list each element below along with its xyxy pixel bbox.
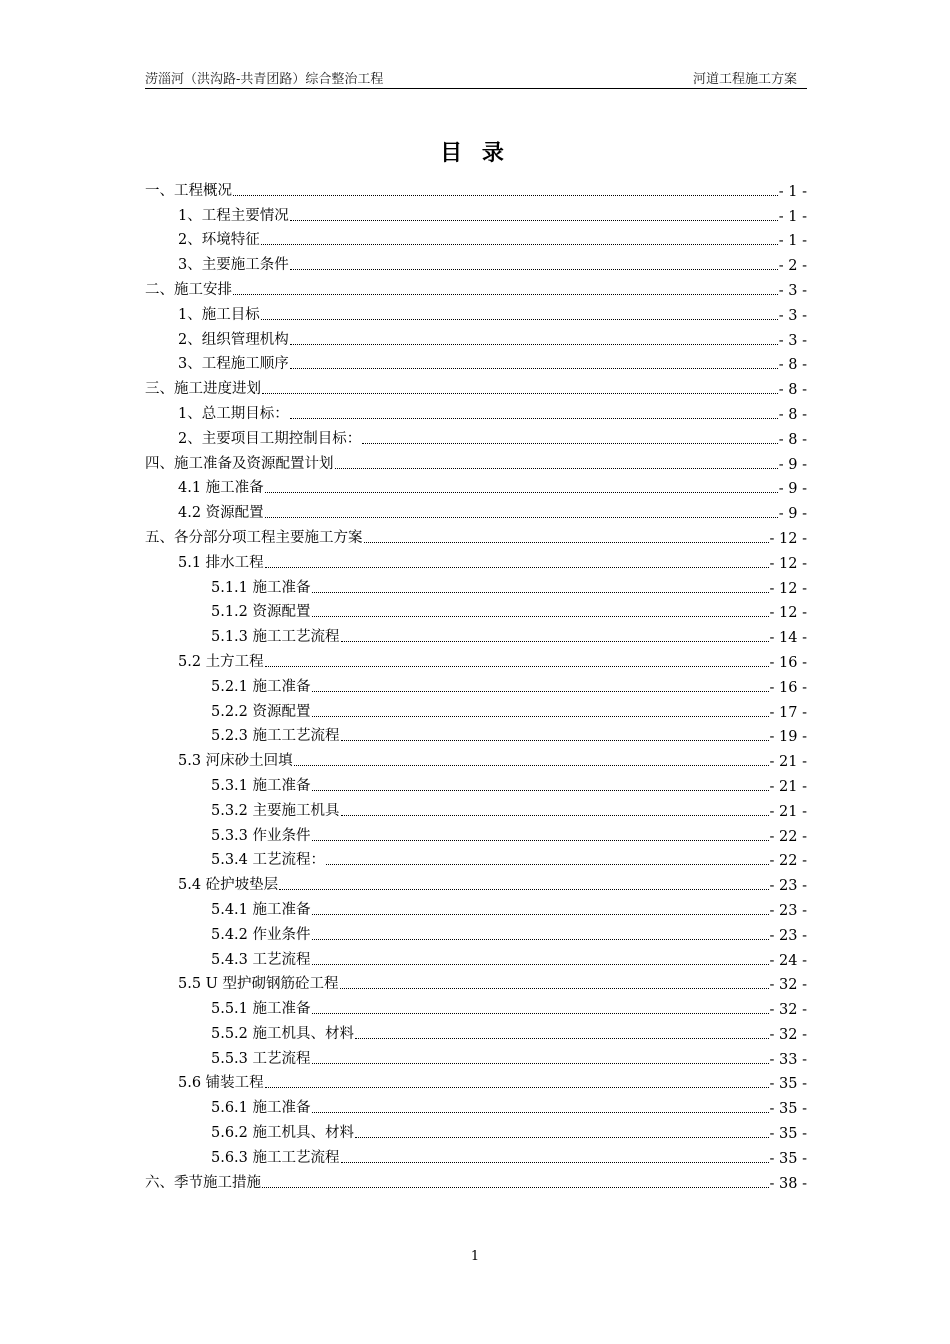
toc-entry-page: - 12 - — [769, 580, 807, 597]
toc-dot-leader — [326, 862, 769, 865]
toc-entry-page: - 32 - — [769, 1002, 807, 1019]
toc-dot-leader — [279, 887, 768, 890]
toc-entry-label: 5.3 河床砂土回填 — [178, 753, 293, 770]
toc-entry-label: 5.6.3 施工工艺流程 — [211, 1149, 340, 1166]
toc-entry-label: 5.3.4 工艺流程： — [211, 852, 326, 869]
toc-entry[interactable] — [145, 845, 807, 870]
toc-dot-leader — [265, 1085, 769, 1088]
toc-entry-label: 5.1 排水工程 — [178, 554, 264, 571]
toc-dot-leader — [290, 267, 778, 270]
toc-entry[interactable] — [145, 969, 807, 994]
toc-entry-label: 3、主要施工条件 — [178, 257, 289, 274]
toc-dot-leader — [341, 639, 769, 642]
toc-dot-leader — [312, 614, 769, 617]
toc-entry[interactable] — [145, 473, 807, 498]
toc-entry[interactable] — [145, 820, 807, 845]
toc-entry-page: - 35 - — [769, 1150, 807, 1167]
toc-entry[interactable] — [145, 745, 807, 770]
toc-entry-page: - 22 - — [769, 828, 807, 845]
toc-entry[interactable] — [145, 1068, 807, 1093]
toc-entry-label: 1、施工目标 — [178, 306, 260, 323]
toc-entry-label: 5.6.1 施工准备 — [211, 1100, 311, 1117]
toc-entry-page: - 8 - — [778, 382, 807, 399]
header-project-title: 涝淄河（洪沟路-共青团路）综合整治工程 — [145, 72, 384, 87]
page-header — [145, 66, 807, 89]
toc-entry-page: - 23 - — [769, 902, 807, 919]
toc-entry-label: 5.5.3 工艺流程 — [211, 1050, 311, 1067]
toc-entry-label: 5.1.2 资源配置 — [211, 604, 311, 621]
toc-dot-leader — [312, 838, 769, 841]
toc-entry[interactable] — [145, 423, 807, 448]
toc-dot-leader — [312, 1011, 769, 1014]
table-of-contents — [145, 175, 807, 1192]
toc-entry-label: 5.3.3 作业条件 — [211, 827, 311, 844]
toc-entry-label: 六、季节施工措施 — [145, 1174, 261, 1191]
toc-entry-label: 5.5 U 型护砌钢筋砼工程 — [178, 976, 339, 993]
toc-dot-leader — [312, 590, 769, 593]
toc-dot-leader — [290, 218, 778, 221]
toc-dot-leader — [364, 540, 769, 543]
toc-entry-label: 2、环境特征 — [178, 232, 260, 249]
toc-entry-page: - 21 - — [769, 754, 807, 771]
toc-entry-page: - 35 - — [769, 1076, 807, 1093]
toc-entry-page: - 1 - — [778, 208, 807, 225]
toc-dot-leader — [261, 317, 778, 320]
toc-entry-label: 五、各分部分项工程主要施工方案 — [145, 529, 363, 546]
toc-dot-leader — [290, 366, 778, 369]
toc-dot-leader — [312, 689, 769, 692]
toc-entry-label: 5.3.2 主要施工机具 — [211, 802, 340, 819]
toc-dot-leader — [233, 292, 778, 295]
toc-entry[interactable] — [145, 919, 807, 944]
toc-entry-label: 5.6 铺装工程 — [178, 1075, 264, 1092]
toc-dot-leader — [312, 912, 769, 915]
toc-entry-label: 2、组织管理机构 — [178, 331, 289, 348]
toc-entry[interactable] — [145, 1142, 807, 1167]
toc-entry-page: - 12 - — [769, 530, 807, 547]
toc-entry-page: - 1 - — [778, 183, 807, 200]
toc-entry-label: 三、施工进度进划 — [145, 381, 261, 398]
toc-entry-label: 5.4.1 施工准备 — [211, 901, 311, 918]
toc-entry-page: - 23 - — [769, 927, 807, 944]
toc-dot-leader — [265, 664, 769, 667]
toc-entry-page: - 21 - — [769, 778, 807, 795]
toc-entry-page: - 1 - — [778, 233, 807, 250]
toc-entry-page: - 8 - — [778, 406, 807, 423]
toc-entry[interactable] — [145, 497, 807, 522]
toc-entry[interactable] — [145, 597, 807, 622]
toc-entry-page: - 35 - — [769, 1126, 807, 1143]
toc-dot-leader — [265, 565, 769, 568]
toc-entry-page: - 3 - — [778, 307, 807, 324]
toc-entry[interactable] — [145, 1043, 807, 1068]
toc-entry-label: 一、工程概况 — [145, 182, 232, 199]
toc-entry-page: - 22 - — [769, 853, 807, 870]
toc-entry-page: - 14 - — [769, 630, 807, 647]
toc-entry-label: 5.5.2 施工机具、材料 — [211, 1025, 355, 1042]
toc-dot-leader — [312, 962, 769, 965]
toc-entry[interactable] — [145, 1167, 807, 1192]
toc-entry-label: 5.2.2 资源配置 — [211, 703, 311, 720]
toc-entry-label: 5.6.2 施工机具、材料 — [211, 1125, 355, 1142]
toc-entry[interactable] — [145, 522, 807, 547]
toc-entry[interactable] — [145, 894, 807, 919]
toc-entry[interactable] — [145, 299, 807, 324]
toc-entry-page: - 19 - — [769, 729, 807, 746]
header-document-title: 河道工程施工方案 — [692, 72, 797, 87]
toc-entry-label: 5.5.1 施工准备 — [211, 1001, 311, 1018]
toc-entry[interactable] — [145, 274, 807, 299]
toc-dot-leader — [355, 1036, 769, 1039]
toc-entry-page: - 12 - — [769, 555, 807, 572]
footer-page-number: 1 — [470, 1249, 480, 1264]
toc-entry[interactable] — [145, 373, 807, 398]
toc-entry-page: - 8 - — [778, 357, 807, 374]
toc-entry-label: 4.2 资源配置 — [178, 505, 264, 522]
toc-entry-label: 二、施工安排 — [145, 281, 232, 298]
toc-dot-leader — [312, 714, 769, 717]
toc-entry-label: 4.1 施工准备 — [178, 480, 264, 497]
toc-entry[interactable] — [145, 944, 807, 969]
toc-entry[interactable] — [145, 175, 807, 200]
toc-dot-leader — [341, 813, 769, 816]
toc-entry[interactable] — [145, 200, 807, 225]
toc-dot-leader — [262, 391, 778, 394]
toc-entry-label: 5.2.3 施工工艺流程 — [211, 728, 340, 745]
toc-dot-leader — [262, 1185, 769, 1188]
toc-entry[interactable] — [145, 621, 807, 646]
toc-entry-label: 1、总工期目标： — [178, 405, 289, 422]
toc-entry[interactable] — [145, 547, 807, 572]
toc-dot-leader — [265, 490, 778, 493]
toc-entry[interactable] — [145, 249, 807, 274]
toc-entry-label: 2、主要项目工期控制目标： — [178, 430, 362, 447]
toc-entry-page: - 38 - — [769, 1175, 807, 1192]
toc-entry-label: 5.4.3 工艺流程 — [211, 951, 311, 968]
toc-entry-page: - 32 - — [769, 977, 807, 994]
toc-entry-page: - 3 - — [778, 282, 807, 299]
toc-dot-leader — [312, 788, 769, 791]
toc-title: 目 录 — [440, 140, 510, 166]
toc-entry-label: 5.4 砼护坡垫层 — [178, 877, 279, 894]
toc-dot-leader — [312, 1061, 769, 1064]
toc-dot-leader — [294, 763, 769, 766]
toc-entry[interactable] — [145, 1092, 807, 1117]
toc-entry[interactable] — [145, 572, 807, 597]
toc-entry[interactable] — [145, 671, 807, 696]
toc-dot-leader — [290, 416, 778, 419]
toc-entry[interactable] — [145, 721, 807, 746]
toc-entry-page: - 3 - — [778, 332, 807, 349]
toc-dot-leader — [335, 466, 778, 469]
toc-entry[interactable] — [145, 225, 807, 250]
toc-entry[interactable] — [145, 993, 807, 1018]
toc-dot-leader — [355, 1135, 769, 1138]
toc-entry-label: 5.2.1 施工准备 — [211, 678, 311, 695]
toc-entry[interactable] — [145, 324, 807, 349]
toc-dot-leader — [312, 937, 769, 940]
toc-entry-page: - 21 - — [769, 803, 807, 820]
toc-entry-page: - 17 - — [769, 704, 807, 721]
toc-entry-label: 四、施工准备及资源配置计划 — [145, 455, 334, 472]
toc-entry[interactable] — [145, 795, 807, 820]
toc-entry-page: - 16 - — [769, 679, 807, 696]
toc-entry-label: 1、工程主要情况 — [178, 207, 289, 224]
toc-dot-leader — [290, 342, 778, 345]
toc-dot-leader — [261, 242, 778, 245]
toc-entry-label: 5.3.1 施工准备 — [211, 777, 311, 794]
toc-entry[interactable] — [145, 349, 807, 374]
toc-dot-leader — [265, 515, 778, 518]
toc-entry-page: - 24 - — [769, 952, 807, 969]
toc-entry-page: - 9 - — [778, 456, 807, 473]
toc-entry-label: 5.1.3 施工工艺流程 — [211, 629, 340, 646]
toc-entry[interactable] — [145, 646, 807, 671]
toc-entry-page: - 12 - — [769, 605, 807, 622]
toc-entry-page: - 32 - — [769, 1026, 807, 1043]
toc-entry-page: - 33 - — [769, 1051, 807, 1068]
toc-entry-label: 3、工程施工顺序 — [178, 356, 289, 373]
toc-dot-leader — [362, 441, 778, 444]
toc-entry-page: - 23 - — [769, 878, 807, 895]
toc-entry-page: - 2 - — [778, 258, 807, 275]
toc-entry[interactable] — [145, 869, 807, 894]
toc-entry-label: 5.2 土方工程 — [178, 653, 264, 670]
toc-entry-page: - 35 - — [769, 1101, 807, 1118]
toc-entry[interactable] — [145, 398, 807, 423]
toc-entry[interactable] — [145, 448, 807, 473]
toc-dot-leader — [340, 986, 769, 989]
toc-entry[interactable] — [145, 1117, 807, 1142]
toc-entry-page: - 9 - — [778, 481, 807, 498]
toc-entry[interactable] — [145, 1018, 807, 1043]
toc-dot-leader — [341, 738, 769, 741]
toc-dot-leader — [233, 193, 778, 196]
toc-entry-page: - 16 - — [769, 654, 807, 671]
toc-entry[interactable] — [145, 770, 807, 795]
toc-entry[interactable] — [145, 696, 807, 721]
toc-entry-label: 5.1.1 施工准备 — [211, 579, 311, 596]
toc-dot-leader — [341, 1160, 769, 1163]
toc-entry-page: - 9 - — [778, 506, 807, 523]
toc-entry-page: - 8 - — [778, 431, 807, 448]
toc-dot-leader — [312, 1110, 769, 1113]
toc-entry-label: 5.4.2 作业条件 — [211, 926, 311, 943]
